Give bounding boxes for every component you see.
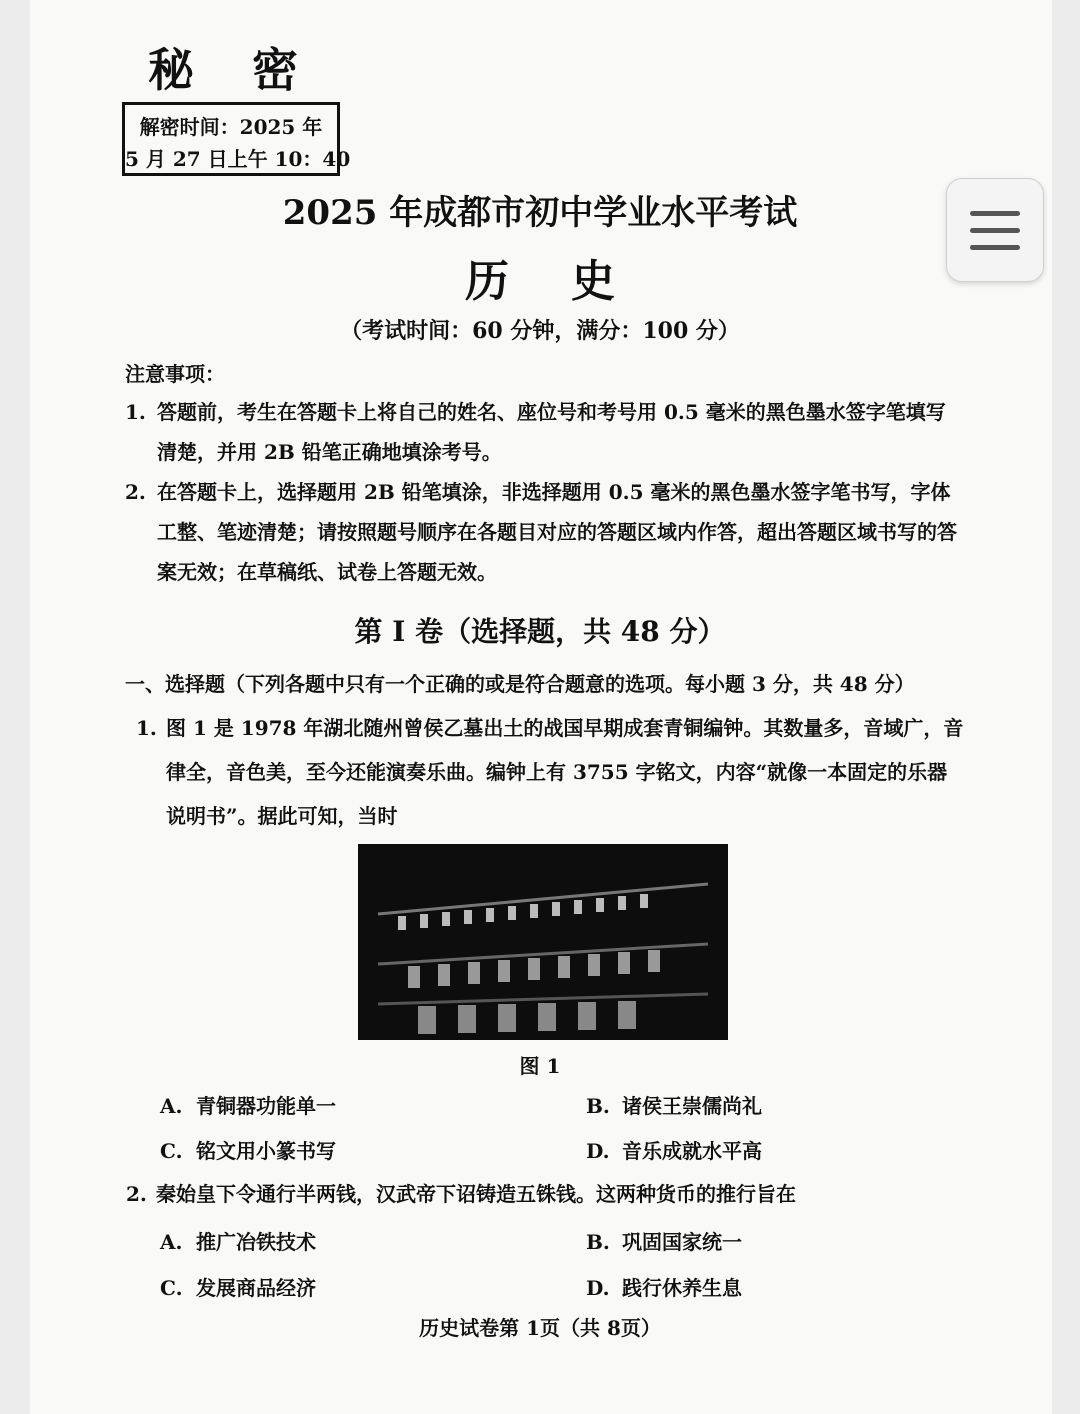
question-number: 1. bbox=[136, 716, 157, 740]
hamburger-menu-icon-bar bbox=[970, 228, 1020, 233]
q1-option-a bbox=[160, 1090, 336, 1119]
section-title: 第 I 卷（选择题，共 48 分） bbox=[354, 615, 726, 648]
option-letter: A. bbox=[160, 1094, 183, 1118]
notice-item-text: 答题前，考生在答题卡上将自己的姓名、座位号和考号用 0.5 毫米的黑色墨水签字笔填写清楚，并用 2B 铅笔正确地填涂考号。 bbox=[157, 400, 946, 464]
question-number: 2. bbox=[126, 1182, 147, 1206]
notice-item-text: 在答题卡上，选择题用 2B 铅笔填涂，非选择题用 0.5 毫米的黑色墨水签字笔书写，字体工整、笔迹清楚；请按照题号顺序在各题目对应的答题区域内作答，超出答题区域书写的答案无效；在草稿纸、试卷上答题无效。 bbox=[157, 480, 957, 584]
notice-item-number: 2. bbox=[125, 480, 146, 504]
exam-info: （考试时间：60 分钟，满分：100 分） bbox=[340, 318, 740, 344]
option-letter: C. bbox=[160, 1139, 183, 1163]
option-letter: C. bbox=[160, 1276, 183, 1300]
q2-option-d bbox=[586, 1272, 742, 1301]
option-text: 推广冶铁技术 bbox=[196, 1230, 316, 1254]
option-text: 音乐成就水平高 bbox=[622, 1139, 762, 1163]
notice-heading: 注意事项： bbox=[125, 362, 225, 386]
option-letter: A. bbox=[160, 1230, 183, 1254]
question-2 bbox=[126, 1172, 966, 1216]
question-text: 秦始皇下令通行半两钱，汉武帝下诏铸造五铢钱。这两种货币的推行旨在 bbox=[156, 1182, 796, 1206]
q2-option-a bbox=[160, 1226, 316, 1255]
option-letter: B. bbox=[586, 1230, 610, 1254]
declass-line-2: 5 月 27 日上午 10：40 bbox=[125, 147, 351, 171]
part-heading: 一、选择题（下列各题中只有一个正确的或是符合题意的选项。每小题 3 分，共 48 分） bbox=[125, 672, 915, 696]
bronze-bells-illustration bbox=[358, 844, 728, 1040]
page-footer: 历史试卷第 1页（共 8页） bbox=[419, 1316, 661, 1340]
option-letter: B. bbox=[586, 1094, 610, 1118]
secret-label: 秘密 bbox=[148, 43, 356, 97]
notice-item-number: 1. bbox=[125, 400, 146, 424]
bronze-bells-photo bbox=[358, 844, 728, 1040]
option-text: 诸侯王崇儒尚礼 bbox=[622, 1094, 762, 1118]
option-text: 践行休养生息 bbox=[622, 1276, 742, 1300]
subject-title: 历史 bbox=[465, 256, 677, 307]
option-letter: D. bbox=[586, 1276, 610, 1300]
q1-option-c bbox=[160, 1135, 336, 1164]
option-text: 青铜器功能单一 bbox=[196, 1094, 336, 1118]
q1-option-d bbox=[586, 1135, 762, 1164]
declass-line-1: 解密时间：2025 年 bbox=[139, 115, 323, 139]
question-1 bbox=[136, 706, 966, 838]
q2-option-c bbox=[160, 1272, 316, 1301]
menu-button[interactable] bbox=[946, 178, 1044, 282]
option-text: 发展商品经济 bbox=[196, 1276, 316, 1300]
option-letter: D. bbox=[586, 1139, 610, 1163]
option-text: 铭文用小篆书写 bbox=[196, 1139, 336, 1163]
question-text: 图 1 是 1978 年湖北随州曾侯乙墓出土的战国早期成套青铜编钟。其数量多，音域广，音律全，音色美，至今还能演奏乐曲。编钟上有 3755 字铭文，内容“就像一本固定的乐器说明书”。据此可知，当时 bbox=[166, 716, 964, 828]
notice-item-2 bbox=[125, 472, 965, 592]
hamburger-menu-icon bbox=[970, 211, 1020, 216]
option-text: 巩固国家统一 bbox=[622, 1230, 742, 1254]
q2-option-b bbox=[586, 1226, 742, 1255]
q1-option-b bbox=[586, 1090, 762, 1119]
notice-item-1 bbox=[125, 392, 965, 472]
figure-caption: 图 1 bbox=[519, 1054, 561, 1078]
declassification-box bbox=[122, 102, 351, 176]
hamburger-menu-icon-bar bbox=[970, 245, 1020, 250]
exam-title: 2025 年成都市初中学业水平考试 bbox=[282, 193, 798, 233]
